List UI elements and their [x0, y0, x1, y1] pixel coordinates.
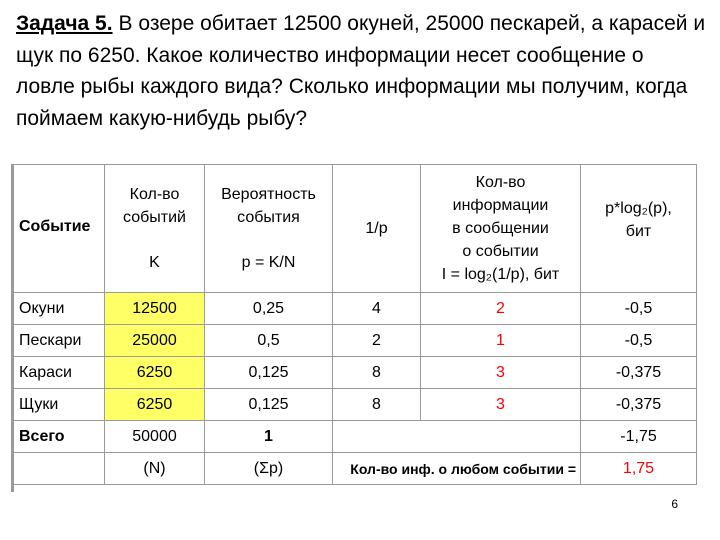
header-probability: Вероятность события p = K/N: [205, 165, 333, 293]
any-event-value: 1,75: [581, 453, 697, 485]
table-row: Щуки 6250 0,125 8 3 -0,375: [13, 389, 697, 421]
total-row: Всего 50000 1 -1,75: [13, 421, 697, 453]
header-info: Кол-во информации в сообщении о событии I = log₂(1/p), бит: [421, 165, 581, 293]
task-text: В озере обитает 12500 окуней, 25000 пескарей, а карасей и щук по 6250. Какое количество информации несет сообщение о ловле рыбы каждого вида? Сколько информации мы получим, когда поймаем какую-нибудь рыбу?: [16, 12, 706, 130]
header-event: Событие: [13, 165, 105, 293]
table-row: Караси 6250 0,125 8 3 -0,375: [13, 357, 697, 389]
footer-row: (N) (Σp) Кол-во инф. о любом событии = 1,75: [13, 453, 697, 485]
formula-info: I = log₂(1/p), бит: [441, 266, 560, 283]
table-row: Окуни 12500 0,25 4 2 -0,5: [13, 293, 697, 325]
header-inverse: 1/p: [333, 165, 421, 293]
table-left-edge: [11, 164, 14, 492]
info-table: [12, 164, 697, 485]
formula-probability: p = K/N: [241, 254, 296, 271]
any-event-label: Кол-во инф. о любом событии =: [333, 453, 581, 485]
task-label: Задача 5.: [16, 12, 113, 35]
page-number: 6: [671, 497, 678, 511]
header-plog: p*log₂(p), бит: [581, 165, 697, 293]
formula-count: K: [149, 254, 160, 271]
table-row: Пескари 25000 0,5 2 1 -0,5: [13, 325, 697, 357]
header-count: Кол-во событий K: [105, 165, 205, 293]
task-statement: [16, 8, 706, 134]
